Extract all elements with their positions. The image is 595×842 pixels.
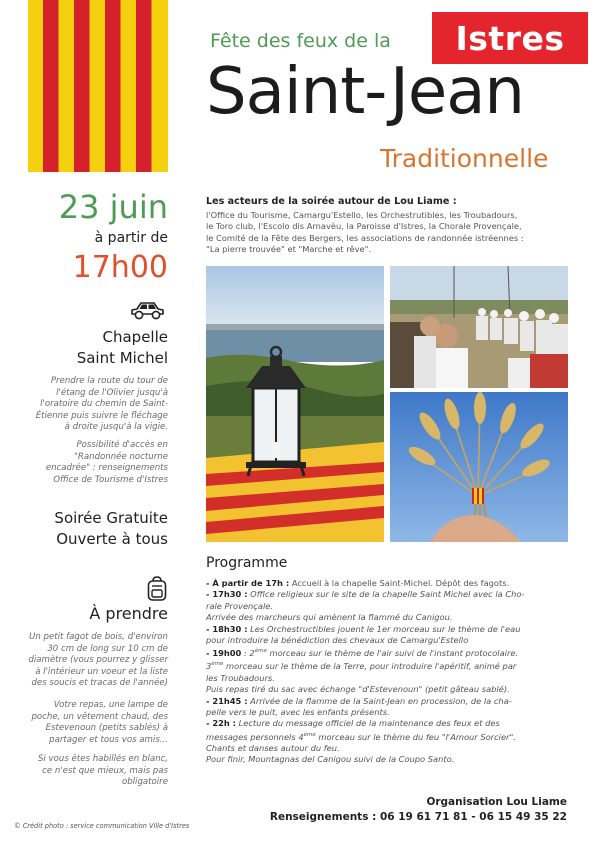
ordinal-suffix: ème xyxy=(254,648,267,655)
programme-item xyxy=(206,624,572,635)
event-time: 17h00 xyxy=(72,250,168,285)
actors-line: le Toro club, l'Escolo dis Arnavèu, la Paroisse d'Istres, la Chorale Provençale, xyxy=(206,221,522,232)
ordinal-suffix: ème xyxy=(303,731,316,738)
programme-item xyxy=(206,589,572,600)
programme-item xyxy=(206,646,572,659)
programme-time: - 17h30 : xyxy=(206,589,248,600)
from-label: à partir de xyxy=(94,230,168,246)
programme-text: morceau sur le thème de la Terre, pour introduire l'apéritif, animé par xyxy=(223,661,517,672)
programme-item xyxy=(206,743,572,754)
lantern-photo xyxy=(206,266,384,542)
programme-text: Chants et danses autour du feu. xyxy=(206,742,340,753)
free-line-1: Soirée Gratuite xyxy=(54,509,168,527)
programme-text: Accueil à la chapelle Saint-Michel. Dépôt des fagots. xyxy=(289,578,510,588)
actors-list xyxy=(206,210,572,256)
free-line-2: Ouverte à tous xyxy=(56,530,168,548)
actors-heading: Les acteurs de la soirée autour de Lou Liame : xyxy=(206,196,457,207)
programme-item xyxy=(206,673,572,684)
actors-line: l'Office du Tourisme, Camargu'Estello, les Orchestrutibles, les Troubadours, xyxy=(206,210,518,220)
actors-line: le Comité de la Fête des Bergers, les associations de randonnée istréennes : xyxy=(206,232,524,243)
page-subtitle: Traditionnelle xyxy=(380,144,549,173)
programme-text: Arrivée de la flamme de la Saint-Jean en procession, de la cha- xyxy=(247,695,512,706)
programme-text: les Troubadours. xyxy=(206,672,275,683)
event-kicker: Fête des feux de la xyxy=(210,30,391,52)
venue-line-2: Saint Michel xyxy=(76,349,168,367)
programme-text: morceau sur le thème du feu "l'Amour Sorcier". xyxy=(315,731,516,742)
programme-time: - À partir de 17h : xyxy=(206,578,290,588)
event-date: 23 juin xyxy=(58,188,168,226)
ordinal-suffix: ème xyxy=(211,661,224,668)
car-icon xyxy=(128,298,166,322)
programme-item xyxy=(206,635,572,646)
programme-item xyxy=(206,612,572,623)
programme-text: messages personnels 4 xyxy=(206,731,304,742)
programme-item xyxy=(206,684,572,695)
programme-text: Office religieux sur le site de la chapelle Saint Michel avec la Cho- xyxy=(247,589,525,600)
free-event-note xyxy=(54,508,168,550)
page-title: Saint-Jean xyxy=(206,55,524,129)
programme-text: pelle vers le puit, avec les enfants présents. xyxy=(206,707,390,717)
programme-item xyxy=(206,730,572,743)
actors-line: "La pierre trouvée" et "Marche et rêve". xyxy=(206,244,372,255)
programme-item xyxy=(206,578,572,589)
programme-time: - 19h00 xyxy=(206,648,242,659)
city-badge: Istres xyxy=(432,12,588,64)
programme-text: : 2 xyxy=(241,648,255,659)
programme-text: Puis repas tiré du sac avec échange "d'Estevenoun" (petit gâteau sablé). xyxy=(206,684,510,695)
programme-list xyxy=(206,578,572,766)
bring-heading: À prendre xyxy=(89,604,168,623)
catalan-flag xyxy=(28,0,168,172)
access-note: Possibilité d'accès en "Randonnée nocturne encadrée" : renseignements Office de Tourisme d'Istres xyxy=(45,440,168,485)
programme-item xyxy=(206,707,572,718)
organiser: Organisation Lou Liame xyxy=(426,796,567,808)
wheat-photo xyxy=(390,392,568,542)
programme-text: rale Provençale. xyxy=(206,600,273,611)
programme-text: 3 xyxy=(206,661,212,672)
programme-item xyxy=(206,696,572,707)
programme-text: morceau sur le thème de l'air suivi de l'instant protocolaire. xyxy=(266,648,519,659)
bring-note: Un petit fagot de bois, d'environ 30 cm de long sur 10 cm de diamètre (vous pourrez y glisser à l'intérieur un voeur et la liste des soucis et tracas de l'année) xyxy=(28,632,168,688)
programme-text: Les Orchestructibles jouent le 1er morceau sur le thème de l'eau xyxy=(247,623,521,634)
programme-item xyxy=(206,718,572,729)
programme-time: - 21h45 : xyxy=(206,695,248,706)
programme-text: Pour finir, Mountagnas del Canigou suivi de la Coupo Santo. xyxy=(206,754,455,765)
programme-heading: Programme xyxy=(206,555,288,571)
programme-time: - 18h30 : xyxy=(206,623,248,634)
route-directions: Prendre la route du tour de l'étang de l'Olivier jusqu'à l'oratoire du chemin de Saint-Étienne puis suivre le fléchage à droite jusqu'à la vigie. xyxy=(35,376,168,432)
programme-text: pour introduire la bénédiction des chevaux de Camargu'Estello xyxy=(206,635,469,646)
lamp-note: Votre repas, une lampe de poche, un vêtement chaud, des Estevenoun (petits sablés) à partager et tous vos amis... xyxy=(31,700,168,745)
programme-item xyxy=(206,660,572,673)
programme-item xyxy=(206,754,572,765)
programme-text: Lecture du message officiel de la maintenance des feux et des xyxy=(236,718,500,729)
crowd-photo xyxy=(390,266,568,388)
dress-note: Si vous êtes habillés en blanc, ce n'est que mieux, mais pas obligatoire xyxy=(37,754,168,787)
programme-text: Arrivée des marcheurs qui amènent la flammé du Canigou. xyxy=(206,612,453,623)
venue-line-1: Chapelle xyxy=(102,328,168,346)
backpack-icon xyxy=(146,576,168,602)
programme-time: - 22h : xyxy=(206,718,236,729)
contact-phones: Renseignements : 06 19 61 71 81 - 06 15 49 35 22 xyxy=(269,811,567,823)
venue xyxy=(77,327,168,369)
photo-credit: © Crédit photo : service communication Ville d'Istres xyxy=(14,822,190,830)
programme-item xyxy=(206,601,572,612)
